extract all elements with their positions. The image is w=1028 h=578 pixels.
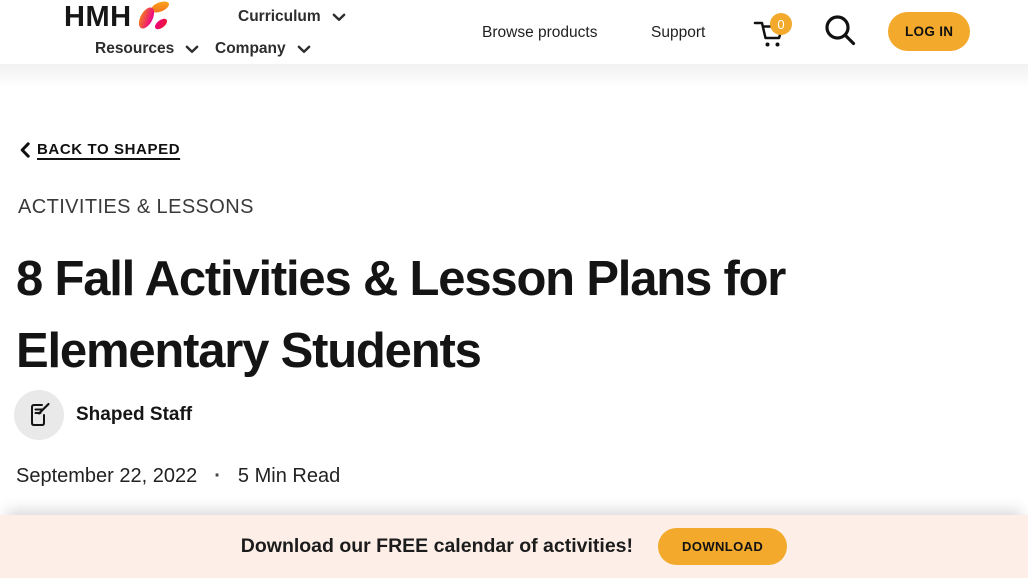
download-button[interactable]: DOWNLOAD — [658, 528, 787, 565]
hmh-logo-petals-icon — [135, 0, 173, 33]
header-shadow — [0, 64, 1028, 88]
nav-item-resources[interactable] — [95, 40, 199, 58]
cart-button[interactable] — [744, 15, 796, 53]
browse-products-link[interactable]: Browse products — [482, 24, 598, 41]
chevron-down-icon — [185, 45, 199, 54]
meta-separator: · — [214, 465, 221, 487]
nav-item-company[interactable] — [215, 40, 311, 58]
banner-message: Download our FREE calendar of activities! — [240, 535, 634, 557]
nav-item-company-label: Company — [215, 40, 286, 57]
back-to-shaped-label: BACK TO SHAPED — [37, 141, 181, 158]
nav-item-curriculum-label: Curriculum — [238, 8, 321, 25]
search-icon — [822, 13, 858, 50]
support-link[interactable]: Support — [651, 24, 706, 41]
site-header — [0, 0, 1028, 64]
nav-item-resources-label: Resources — [95, 40, 175, 57]
chevron-left-icon — [20, 142, 30, 158]
article-category: ACTIVITIES & LESSONS — [18, 196, 254, 218]
chevron-down-icon — [332, 13, 346, 22]
publish-date: September 22, 2022 — [16, 465, 198, 487]
hmh-logo[interactable] — [64, 0, 173, 34]
read-time: 5 Min Read — [237, 465, 341, 487]
login-button[interactable]: LOG IN — [888, 12, 970, 51]
download-banner — [0, 515, 1028, 578]
author-name: Shaped Staff — [76, 404, 193, 425]
author-avatar — [14, 390, 64, 440]
hmh-logo-text: HMH — [64, 0, 132, 33]
article-meta — [16, 465, 340, 488]
nav-item-curriculum[interactable] — [238, 8, 346, 26]
notepad-pencil-icon — [25, 400, 53, 430]
search-button[interactable] — [820, 13, 860, 53]
author-link[interactable] — [14, 390, 192, 440]
cart-count-badge: 0 — [770, 13, 792, 35]
back-to-shaped-link[interactable] — [20, 141, 180, 158]
chevron-down-icon — [297, 45, 311, 54]
article-title: 8 Fall Activities & Lesson Plans for Elementary Students — [16, 252, 786, 378]
